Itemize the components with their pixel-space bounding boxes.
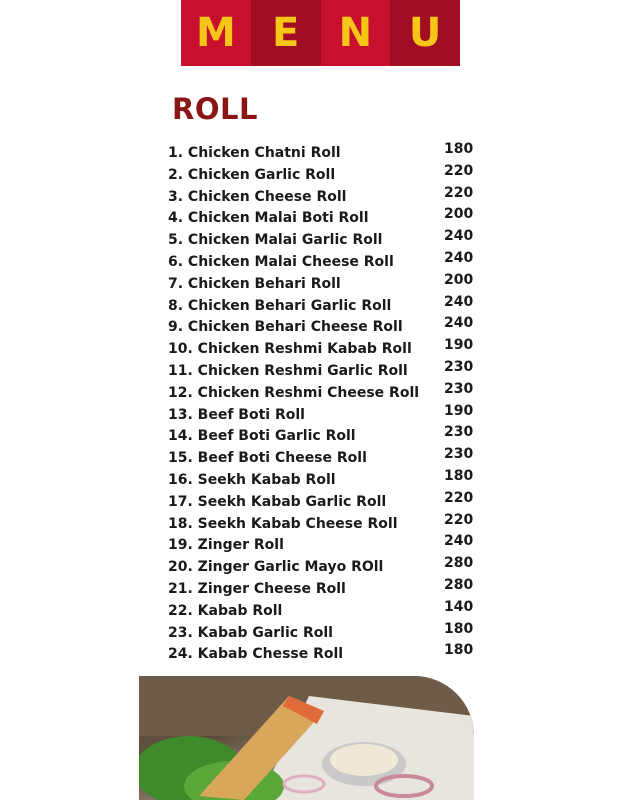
menu-item [168,599,478,621]
menu-item-name: 3. Chicken Cheese Roll [168,188,347,205]
menu-item-name: 23. Kabab Garlic Roll [168,624,333,641]
menu-item-price: 180 [444,620,474,637]
menu-item [168,228,478,250]
menu-item [168,555,478,577]
menu-item [168,315,478,337]
menu-item-name: 2. Chicken Garlic Roll [168,166,336,183]
menu-item [168,272,478,294]
menu-item [168,185,478,207]
menu-item-price: 190 [444,337,474,354]
food-roll-photo [139,676,474,800]
menu-item-name: 11. Chicken Reshmi Garlic Roll [168,362,408,379]
menu-item-price: 220 [444,162,474,179]
menu-item-price: 240 [444,533,474,550]
menu-item [168,490,478,512]
menu-item-price: 190 [444,402,474,419]
menu-item-price: 180 [444,467,474,484]
menu-item [168,533,478,555]
menu-item-price: 230 [444,380,474,397]
menu-item-price: 220 [444,511,474,528]
menu-item-price: 200 [444,271,474,288]
menu-item-name: 6. Chicken Malai Cheese Roll [168,253,394,270]
menu-item-price: 140 [444,598,474,615]
menu-item [168,468,478,490]
menu-item-price: 280 [444,555,474,572]
menu-item [168,403,478,425]
menu-item-price: 180 [444,141,474,157]
menu-item-name: 21. Zinger Cheese Roll [168,580,346,597]
menu-item-name: 22. Kabab Roll [168,602,283,619]
menu-item [168,424,478,446]
menu-item [168,141,478,163]
menu-item-name: 15. Beef Boti Cheese Roll [168,450,367,467]
menu-item [168,621,478,643]
food-roll-illustration [139,676,474,800]
menu-item-name: 9. Chicken Behari Cheese Roll [168,319,403,336]
menu-item [168,206,478,228]
menu-item [168,359,478,381]
menu-header [181,0,460,66]
menu-item-price: 220 [444,184,474,201]
menu-item-price: 180 [444,642,474,659]
menu-item-name: 20. Zinger Garlic Mayo ROll [168,559,384,576]
menu-letter-tile: U [390,0,460,66]
menu-item [168,512,478,534]
menu-item-name: 24. Kabab Chesse Roll [168,646,344,663]
menu-item [168,642,478,664]
menu-item-name: 14. Beef Boti Garlic Roll [168,428,356,445]
section-title: ROLL [172,92,258,126]
menu-item-name: 19. Zinger Roll [168,537,284,554]
menu-item-list [168,141,478,664]
menu-item-name: 17. Seekh Kabab Garlic Roll [168,493,387,510]
menu-item [168,446,478,468]
menu-letter-tile: N [321,0,391,66]
menu-item [168,337,478,359]
menu-item-price: 240 [444,293,474,310]
menu-item-price: 230 [444,446,474,463]
menu-item-name: 1. Chicken Chatni Roll [168,145,341,161]
menu-item-name: 7. Chicken Behari Roll [168,275,341,292]
menu-item-name: 5. Chicken Malai Garlic Roll [168,232,383,249]
menu-item [168,294,478,316]
menu-item-name: 13. Beef Boti Roll [168,406,305,423]
menu-item-name: 4. Chicken Malai Boti Roll [168,210,369,227]
menu-letter-tile: E [251,0,321,66]
menu-item-name: 18. Seekh Kabab Cheese Roll [168,515,398,532]
menu-item-name: 16. Seekh Kabab Roll [168,471,336,488]
menu-item-price: 280 [444,576,474,593]
menu-item-price: 230 [444,424,474,441]
menu-item-price: 240 [444,315,474,332]
menu-item [168,250,478,272]
menu-item [168,381,478,403]
menu-item-price: 230 [444,358,474,375]
menu-item-price: 200 [444,206,474,223]
menu-item-price: 220 [444,489,474,506]
menu-item-name: 8. Chicken Behari Garlic Roll [168,297,392,314]
menu-letter-tile: M [181,0,251,66]
menu-item-price: 240 [444,249,474,266]
menu-item-name: 12. Chicken Reshmi Cheese Roll [168,384,420,401]
menu-item [168,163,478,185]
menu-item-name: 10. Chicken Reshmi Kabab Roll [168,341,412,358]
menu-item [168,577,478,599]
menu-item-price: 240 [444,228,474,245]
